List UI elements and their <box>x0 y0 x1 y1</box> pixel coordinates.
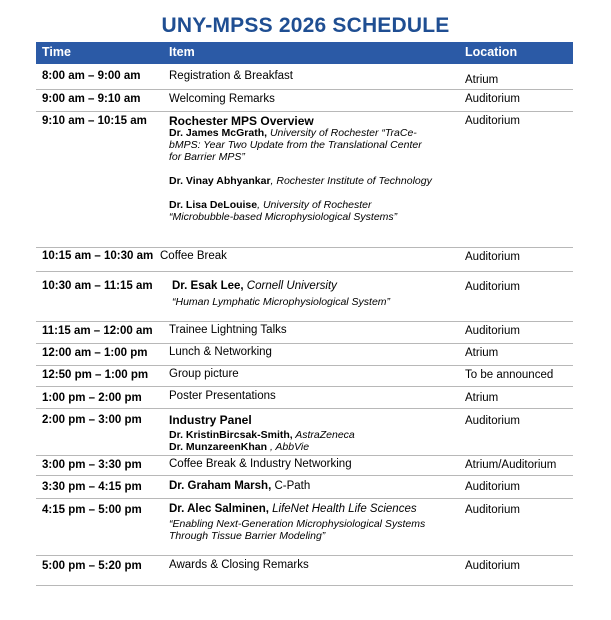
page-title: UNY-MPSS 2026 SCHEDULE <box>161 14 450 37</box>
speaker-affiliation: , Rochester Institute of Technology <box>270 175 432 187</box>
speaker-name: Dr. Alec Salminen, <box>169 503 269 515</box>
row-time: 5:00 pm – 5:20 pm <box>42 560 142 572</box>
table-row <box>36 387 573 409</box>
table-row <box>36 272 573 322</box>
row-item: Welcoming Remarks <box>169 93 275 105</box>
row-item: Awards & Closing Remarks <box>169 559 309 571</box>
speaker-affiliation: C-Path <box>271 480 311 492</box>
row-item <box>169 480 459 492</box>
row-location: To be announced <box>465 369 554 381</box>
speaker-name: Dr. MunzareenKhan <box>169 441 268 453</box>
speaker-line <box>169 441 459 453</box>
row-location: Auditorium <box>465 325 520 337</box>
speaker-line <box>169 503 459 515</box>
table-row <box>36 112 573 248</box>
row-time: 3:30 pm – 4:15 pm <box>42 481 142 493</box>
speaker-name: Dr. KristinBircsak-Smith, <box>169 429 293 441</box>
row-item: Coffee Break <box>160 250 227 262</box>
row-location: Auditorium <box>465 93 520 105</box>
row-time: 12:00 am – 1:00 pm <box>42 347 148 359</box>
talk-title-line: “Human Lymphatic Microphysiological System” <box>172 296 391 308</box>
talk-title-line: Through Tissue Barrier Modeling” <box>169 530 326 542</box>
speaker-name: Dr. Esak Lee, <box>172 280 244 292</box>
row-location: Auditorium <box>465 504 520 516</box>
table-row <box>36 90 573 112</box>
row-divider <box>36 585 573 586</box>
column-header-time: Time <box>42 45 71 59</box>
row-item <box>169 414 459 453</box>
speaker-line <box>169 429 459 441</box>
row-location: Auditorium <box>465 115 520 127</box>
row-location: Auditorium <box>465 251 520 263</box>
speaker-affiliation: Cornell University <box>243 280 337 292</box>
table-row <box>36 456 573 476</box>
column-header-location: Location <box>465 45 518 59</box>
row-location: Atrium/Auditorium <box>465 459 557 471</box>
row-location: Auditorium <box>465 415 520 427</box>
row-item: Poster Presentations <box>169 390 276 402</box>
speaker-affiliation: , AbbVie <box>267 441 310 453</box>
table-row <box>36 476 573 499</box>
table-row <box>36 366 573 387</box>
speaker-affiliation: AstraZeneca <box>292 429 355 441</box>
row-location: Atrium <box>465 74 499 86</box>
speaker-name: Dr. Graham Marsh, <box>169 480 272 492</box>
table-row <box>36 248 573 272</box>
talk-title-line: bMPS: Year Two Update from the Translational Center <box>169 139 422 151</box>
row-time: 11:15 am – 12:00 am <box>42 325 153 337</box>
row-location: Auditorium <box>465 481 520 493</box>
row-item: Lunch & Networking <box>169 346 272 358</box>
row-location: Atrium <box>465 392 499 404</box>
speaker-affiliation: LifeNet Health Life Sciences <box>268 503 417 515</box>
table-row <box>36 344 573 366</box>
table-row <box>36 66 573 90</box>
table-row <box>36 499 573 556</box>
talk-title-line: “Microbubble-based Microphysiological Systems” <box>169 211 398 223</box>
row-location: Auditorium <box>465 560 520 572</box>
speaker-affiliation: University of Rochester “TraCe- <box>267 127 417 139</box>
row-time: 9:00 am – 9:10 am <box>42 93 141 105</box>
row-time: 4:15 pm – 5:00 pm <box>42 504 142 516</box>
speaker-line <box>169 127 459 139</box>
row-item: Trainee Lightning Talks <box>169 324 287 336</box>
table-row <box>36 322 573 344</box>
table-header <box>36 42 573 64</box>
talk-title-line: for Barrier MPS” <box>169 151 245 163</box>
row-time: 9:10 am – 10:15 am <box>42 115 147 127</box>
row-time: 2:00 pm – 3:00 pm <box>42 414 142 426</box>
row-time: 12:50 pm – 1:00 pm <box>42 369 149 381</box>
row-time: 3:00 pm – 3:30 pm <box>42 459 142 471</box>
speaker-name: Dr. Vinay Abhyankar <box>169 175 271 187</box>
table-row <box>36 409 573 456</box>
talk-title-line: “Enabling Next-Generation Microphysiological Systems <box>169 518 426 530</box>
column-header-item: Item <box>169 45 195 59</box>
row-item <box>169 115 459 223</box>
speaker-name: Dr. James McGrath, <box>169 127 268 139</box>
speaker-name: Dr. Lisa DeLouise <box>169 199 258 211</box>
row-item <box>169 503 459 542</box>
session-heading: Industry Panel <box>169 413 252 427</box>
table-row <box>36 556 573 586</box>
row-item: Coffee Break & Industry Networking <box>169 458 352 470</box>
row-item <box>172 280 462 308</box>
row-time: 1:00 pm – 2:00 pm <box>42 392 142 404</box>
speaker-line <box>172 280 462 292</box>
row-time: 10:30 am – 11:15 am <box>42 280 153 292</box>
speaker-affiliation: , University of Rochester <box>257 199 372 211</box>
row-time: 8:00 am – 9:00 am <box>42 70 141 82</box>
row-item: Registration & Breakfast <box>169 70 294 82</box>
speaker-line <box>169 199 459 211</box>
row-time: 10:15 am – 10:30 am <box>42 250 154 262</box>
row-item: Group picture <box>169 368 239 380</box>
speaker-line <box>169 175 459 187</box>
session-heading: Rochester MPS Overview <box>169 114 314 128</box>
row-location: Atrium <box>465 347 499 359</box>
row-location: Auditorium <box>465 281 520 293</box>
